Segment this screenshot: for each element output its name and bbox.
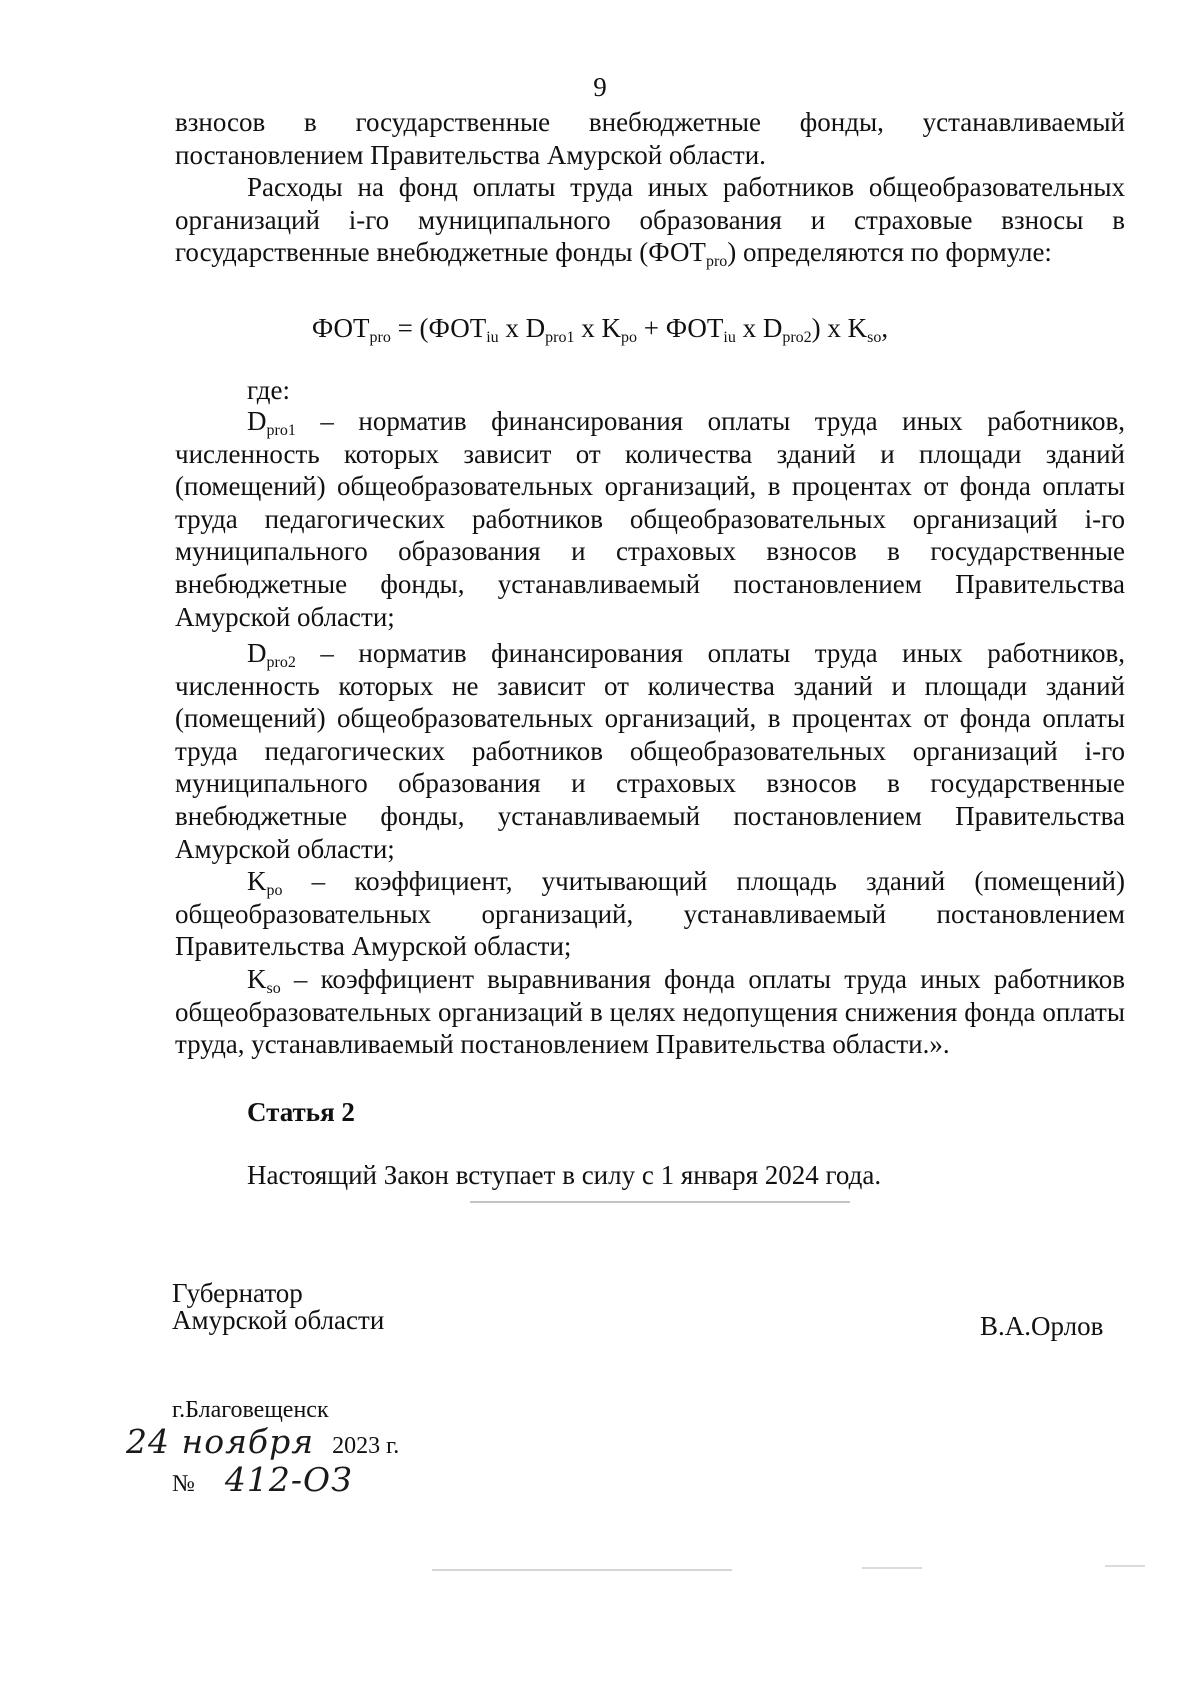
definition-sub: pro2 [266,654,296,671]
formula-sub: iu [486,329,499,346]
signatory-name: В.А.Орлов [980,1311,1104,1341]
expenses-intro-tail: ) определяются по формуле: [727,237,1052,268]
definition-symbol: K [247,964,267,994]
definition-kpo [175,865,1125,963]
paragraph-contributions: взносов в государственные внебюджетные фонды, устанавливаемый постановлением Правительства Амурской области. [175,107,1125,170]
expenses-intro-text: Расходы на фонд оплаты труда иных работников общеобразовательных организаций i-го муниципального образования и страховые взносы в государственные внебюджетные фонды (ФОТ [175,172,1125,268]
signatory-title-line1: Губернатор [172,1278,303,1308]
definition-sub: pro1 [266,422,296,439]
definition-text: – норматив финансирования оплаты труда иных работников, численность которых не зависит от количества зданий и площади зданий (помещений) общеобразовательных организаций, в процентах от фонда оплаты труда педагогических работников общеобразовательных организаций i-го муниципального образования и страховых взносов в государственные внебюджетные фонды, устанавливаемый постановлением Правительства Амурской области; [175,638,1125,864]
definition-symbol: D [247,406,267,436]
page-number: 9 [593,72,607,102]
formula [0,313,1200,344]
paragraph-expenses-intro [175,171,1125,269]
formula-sub: pro [369,329,391,346]
scan-artifact-line [862,1567,922,1569]
city: г.Благовещенск [172,1397,329,1423]
definition-dpro2 [175,637,1125,865]
handwritten-date: 24 ноября [126,1422,315,1461]
definition-dpro1 [175,405,1125,633]
formula-sub: po [620,329,637,346]
formula-part: x D [735,313,783,343]
date-year: 2023 г. [332,1433,400,1459]
formula-part: ) x K [811,313,868,343]
definition-sub: so [266,980,281,997]
definition-symbol: D [247,638,267,668]
formula-part: x D [498,313,546,343]
definition-text: – норматив финансирования оплаты труда иных работников, численность которых зависит от количества зданий и площади зданий (помещений) общеобразовательных организаций, в процентах от фонда оплаты труда педагогических работников общеобразовательных организаций i-го муниципального образования и страховых взносов в государственные внебюджетные фонды, устанавливаемый постановлением Правительства Амурской области; [175,406,1125,632]
number-prefix: № [172,1471,195,1497]
formula-part: ФОТ [311,313,370,343]
number-line [172,1460,353,1499]
formula-sub: iu [723,329,736,346]
formula-part: x K [574,313,621,343]
date-line [126,1422,399,1461]
formula-part: + ФОТ [636,313,724,343]
formula-part: = (ФОТ [390,313,487,343]
definition-text: – коэффициент выравнивания фонда оплаты труда иных работников общеобразовательных организаций в целях недопущения снижения фонда оплаты труда, устанавливаемый постановлением Правительства области.». [175,964,1125,1060]
expenses-intro-sub: pro [705,253,728,271]
formula-sub: pro1 [545,329,575,346]
where-label: где: [247,375,290,405]
definition-kso [175,963,1125,1061]
scan-artifact-line [432,1569,732,1571]
article-text: Настоящий Закон вступает в силу с 1 января 2024 года. [247,1160,882,1190]
signatory-title [172,1280,384,1334]
formula-sub: so [867,329,882,346]
signatory-title-line2: Амурской области [172,1305,385,1335]
article-heading: Статья 2 [247,1097,355,1127]
handwritten-number: 412-ОЗ [224,1460,353,1499]
scan-artifact-line [470,1201,850,1203]
definition-symbol: K [247,866,267,896]
formula-part: , [881,313,889,343]
formula-sub: pro2 [782,329,812,346]
definition-text: – коэффициент, учитывающий площадь зданий (помещений) общеобразовательных организаций, устанавливаемый постановлением Правительства Амурской области; [175,866,1125,962]
definition-sub: po [266,882,283,899]
scan-artifact-line [1105,1565,1145,1567]
